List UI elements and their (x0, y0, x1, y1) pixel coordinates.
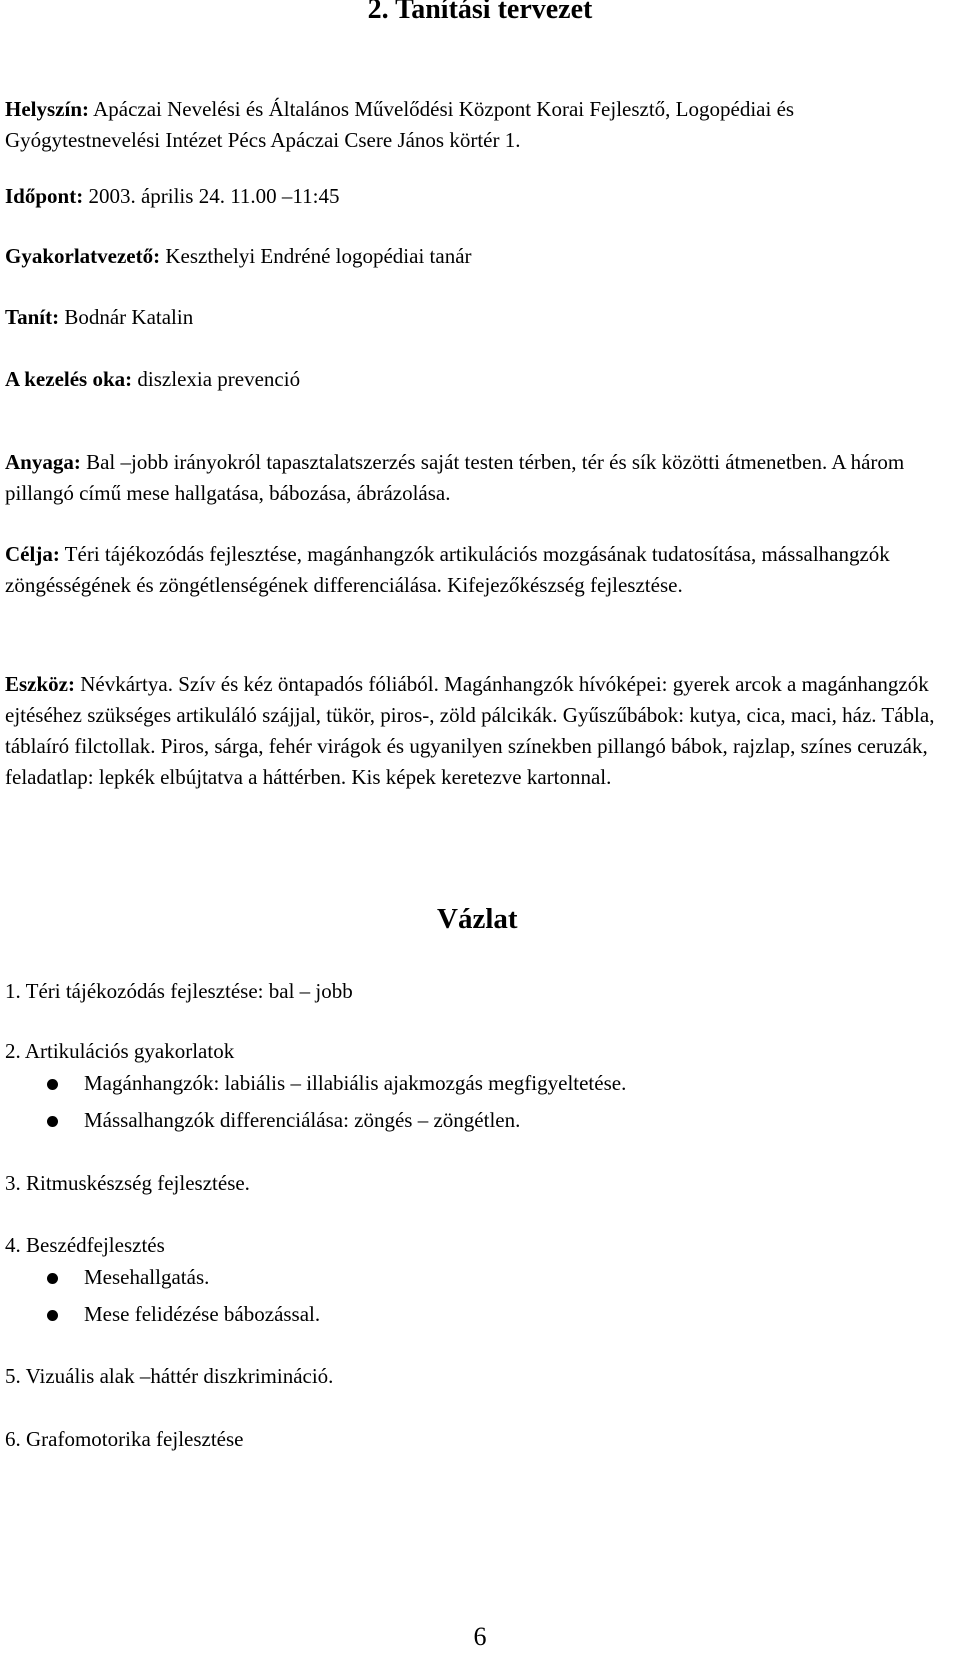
idopont-paragraph (5, 181, 945, 212)
anyaga-text: Bal –jobb irányokról tapasztalatszerzés saját testen térben, tér és sík közötti átmenetben. A három pillangó című mese hallgatása, bábozása, ábrázolása. (5, 450, 905, 505)
helyszin-label: Helyszín: (5, 97, 89, 121)
vazlat-heading: Vázlat (437, 903, 518, 935)
bullet-icon (47, 1310, 58, 1321)
page-title: 2. Tanítási tervezet (367, 0, 593, 25)
eszkoz-label: Eszköz: (5, 672, 75, 696)
vazlat-step-3: 3. Ritmuskészség fejlesztése. (5, 1171, 250, 1195)
tanit-paragraph (5, 302, 945, 333)
gyakorlatvezeto-text: Keszthelyi Endréné logopédiai tanár (160, 244, 472, 268)
list-item-text: Mássalhangzók differenciálása: zöngés – zöngétlen. (84, 1108, 521, 1132)
vazlat-step-6: 6. Grafomotorika fejlesztése (5, 1427, 244, 1451)
idopont-label: Időpont: (5, 184, 84, 208)
kezeles-text: diszlexia prevenció (132, 367, 301, 391)
kezeles-paragraph (5, 364, 945, 395)
list-item-text: Mesehallgatás. (84, 1265, 210, 1289)
list-item-text: Mese felidézése bábozással. (84, 1302, 321, 1326)
tanit-label: Tanít: (5, 305, 60, 329)
celja-label: Célja: (5, 542, 60, 566)
page-number: 6 (473, 1622, 487, 1651)
kezeles-label: A kezelés oka: (5, 367, 133, 391)
eszkoz-text: Névkártya. Szív és kéz öntapadós fóliából. Magánhangzók hívóképei: gyerek arcok a magánhangzók ejtéséhez szükséges artikuláló szájjal, tükör, piros-, zöld pálcikák. Gyűszűbábok: kutya, cica, maci, ház. Tábla, táblaíró filctollak. Piros, sárga, fehér virágok és ugyanilyen színekben pillangó bábok, rajzlap, színes ceruzák, feladatlap: lepkék elbújtatva a háttérben. Kis képek keretezve kartonnal. (5, 672, 935, 789)
list-item-text: Magánhangzók: labiális – illabiális ajakmozgás megfigyeltetése. (84, 1071, 627, 1095)
eszkoz-paragraph (5, 669, 945, 793)
vazlat-step-4: 4. Beszédfejlesztés (5, 1233, 165, 1257)
tanit-text: Bodnár Katalin (59, 305, 194, 329)
helyszin-text: Apáczai Nevelési és Általános Művelődési Központ Korai Fejlesztő, Logopédiai és Gyógytestnevelési Intézet Pécs Apáczai Csere János körtér 1. (5, 97, 795, 152)
celja-text: Téri tájékozódás fejlesztése, magánhangzók artikulációs mozgásának tudatosítása, mássalhangzók zöngésségének és zöngétlenségének differenciálása. Kifejezőkészség fejlesztése. (5, 542, 890, 597)
vazlat-step-2: 2. Artikulációs gyakorlatok (5, 1039, 235, 1063)
anyaga-label: Anyaga: (5, 450, 81, 474)
bullet-icon (47, 1116, 58, 1127)
vazlat-step-1: 1. Téri tájékozódás fejlesztése: bal – jobb (5, 979, 353, 1003)
bullet-icon (47, 1273, 58, 1284)
vazlat-step-5: 5. Vizuális alak –háttér diszkrimináció. (5, 1364, 334, 1388)
idopont-text: 2003. április 24. 11.00 –11:45 (83, 184, 340, 208)
bullet-icon (47, 1079, 58, 1090)
anyaga-paragraph (5, 447, 945, 509)
helyszin-paragraph (5, 94, 945, 156)
celja-paragraph (5, 539, 945, 601)
gyakorlatvezeto-paragraph (5, 241, 945, 272)
gyakorlatvezeto-label: Gyakorlatvezető: (5, 244, 161, 268)
